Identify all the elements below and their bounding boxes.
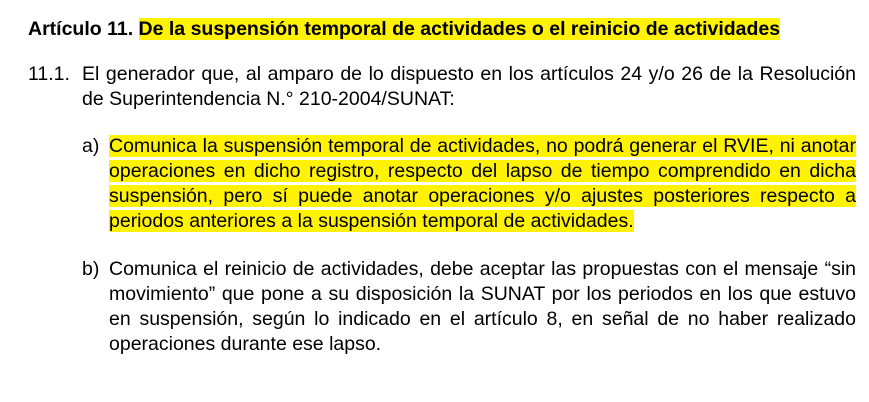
list-item-a [82,134,856,234]
item-text: Comunica el reinicio de actividades, debe aceptar las propuestas con el mensaje “sin movimiento” que pone a su disposición la SUNAT por los periodos en los que estuvo en suspensión, según lo indicado en el artículo 8, en señal de no haber realizado operaciones durante ese lapso. [109,258,856,355]
paragraph-text: El generador que, al amparo de lo dispuesto en los artículos 24 y/o 26 de la Resolución de Superintendencia N.° 210-2004/SUNAT: [82,63,856,110]
list-item-b [82,257,856,357]
item-letter: a) [82,135,100,157]
document-page [28,16,856,357]
item-a-highlighted-text: Comunica la suspensión temporal de actividades, no podrá generar el RVIE, ni anotar operaciones en dicho registro, respecto del lapso de tiempo comprendido en dicha suspensión, pero sí puede anotar operaciones y/o ajustes posteriores respecto a periodos anteriores a la suspensión temporal de actividades. [109,135,856,232]
item-text [109,134,856,234]
item-letter: b) [82,258,100,280]
article-title: De la suspensión temporal de actividades o el reinicio de actividades [138,18,781,40]
paragraph-11-1 [28,62,856,112]
paragraph-number: 11.1. [28,63,70,85]
article-heading [28,16,856,42]
article-label: Artículo 11. [28,18,134,40]
